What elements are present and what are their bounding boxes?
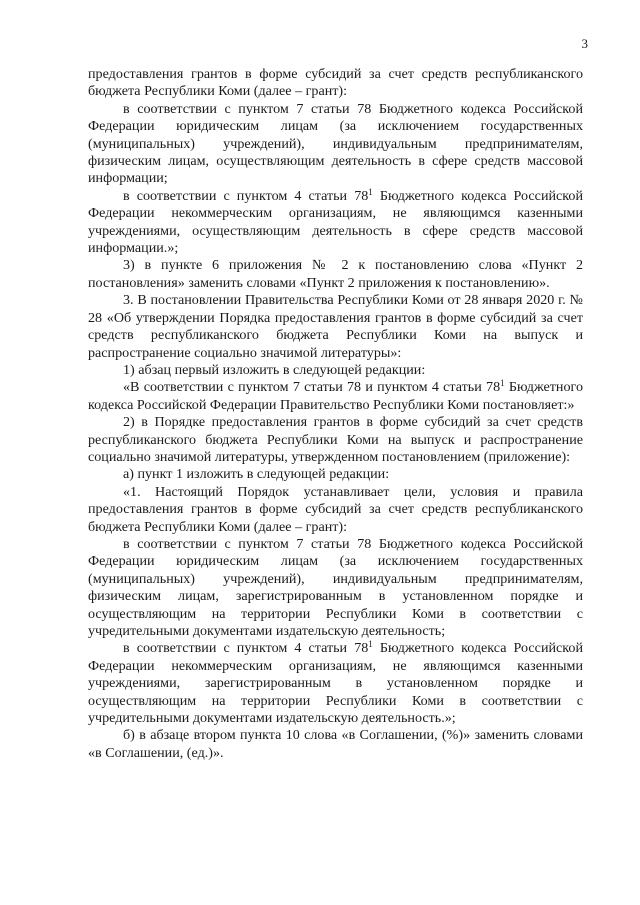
text-run: в соответствии с пунктом 7 статьи 78 Бюджетного кодекса Российской Федерации юридическим лицам (за исключением государственных (муниципальных) учреждений), индивидуальным предпринимателям, физическим лицам, осуществляющим деятельность в сфере средств массовой информации;: [88, 100, 583, 187]
text-run: Бюджетного кодекса Российской Федерации некоммерческим организациям, не являющимся казенными учреждениями, осуществляющим деятельность в сфере средств массовой информации.»;: [88, 187, 584, 257]
text-run: Бюджетного кодекса Российской Федерации некоммерческим организациям, не являющимся казенными учреждениями, зарегистрированным в установленном порядке и осуществляющим на территории Республики Коми в соответствии с учредительными документами издательскую деятельность.»;: [88, 640, 584, 727]
paragraph-4: [88, 257, 583, 292]
text-run: 3) в пункте 6 приложения № 2 к постановлению слова «Пункт 2 постановления» заменить словами «Пункт 2 приложения к постановлению».: [88, 257, 583, 291]
paragraph-2: [88, 101, 583, 188]
superscript: 1: [368, 186, 373, 197]
paragraph-8: [88, 414, 583, 466]
text-run: б) в абзаце втором пункта 10 слова «в Соглашении, (%)» заменить словами «в Соглашении, (ед.)».: [88, 727, 583, 761]
text-run: 1) абзац первый изложить в следующей редакции:: [123, 361, 426, 378]
paragraph-7: [88, 379, 583, 414]
text-run: «1. Настоящий Порядок устанавливает цели, условия и правила предоставления грантов в форме субсидий за счет средств республиканского бюджета Республики Коми (далее – грант):: [88, 483, 583, 535]
paragraph-10: [88, 484, 583, 536]
text-run: 3. В постановлении Правительства Республики Коми от 28 января 2020 г. № 28 «Об утверждении Порядка предоставления грантов в форме субсидий за счет средств республиканского бюджета Республики Коми на выпуск и распространение социально значимой литературы»:: [88, 292, 583, 361]
paragraph-1: [88, 66, 583, 101]
paragraph-3: [88, 188, 583, 258]
page-number: 3: [581, 36, 588, 51]
document-body: [88, 66, 583, 762]
paragraph-12: [88, 640, 583, 727]
text-run: предоставления грантов в форме субсидий за счет средств республиканского бюджета Республики Коми (далее – грант):: [88, 66, 583, 100]
paragraph-13: [88, 727, 583, 762]
text-run: 2) в Порядке предоставления грантов в форме субсидий за счет средств республиканского бюджета Республики Коми на выпуск и распространение социально значимой литературы, утвержденном постановлением (приложение):: [88, 414, 583, 465]
text-run: «В соответствии с пунктом 7 статьи 78 и пунктом 4 статьи 78: [123, 379, 501, 396]
text-run: в соответствии с пунктом 7 статьи 78 Бюджетного кодекса Российской Федерации юридическим лицам (за исключением государственных (муниципальных) учреждений), индивидуальным предпринимателям, физическим лицам, зарегистрированным в установленном порядке и осуществляющим на территории Республики Коми в соответствии с учредительными документами издательскую деятельность;: [88, 535, 583, 639]
text-run: Бюджетного кодекса Российской Федерации Правительство Республики Коми постановляет:»: [88, 379, 583, 413]
text-run: а) пункт 1 изложить в следующей редакции:: [123, 466, 390, 483]
superscript: 1: [368, 639, 373, 650]
superscript: 1: [500, 378, 505, 389]
paragraph-6: [88, 362, 583, 379]
paragraph-5: [88, 292, 583, 362]
text-run: в соответствии с пунктом 4 статьи 78: [123, 640, 369, 657]
text-run: в соответствии с пунктом 4 статьи 78: [123, 187, 369, 204]
paragraph-9: [88, 466, 583, 483]
paragraph-11: [88, 536, 583, 640]
